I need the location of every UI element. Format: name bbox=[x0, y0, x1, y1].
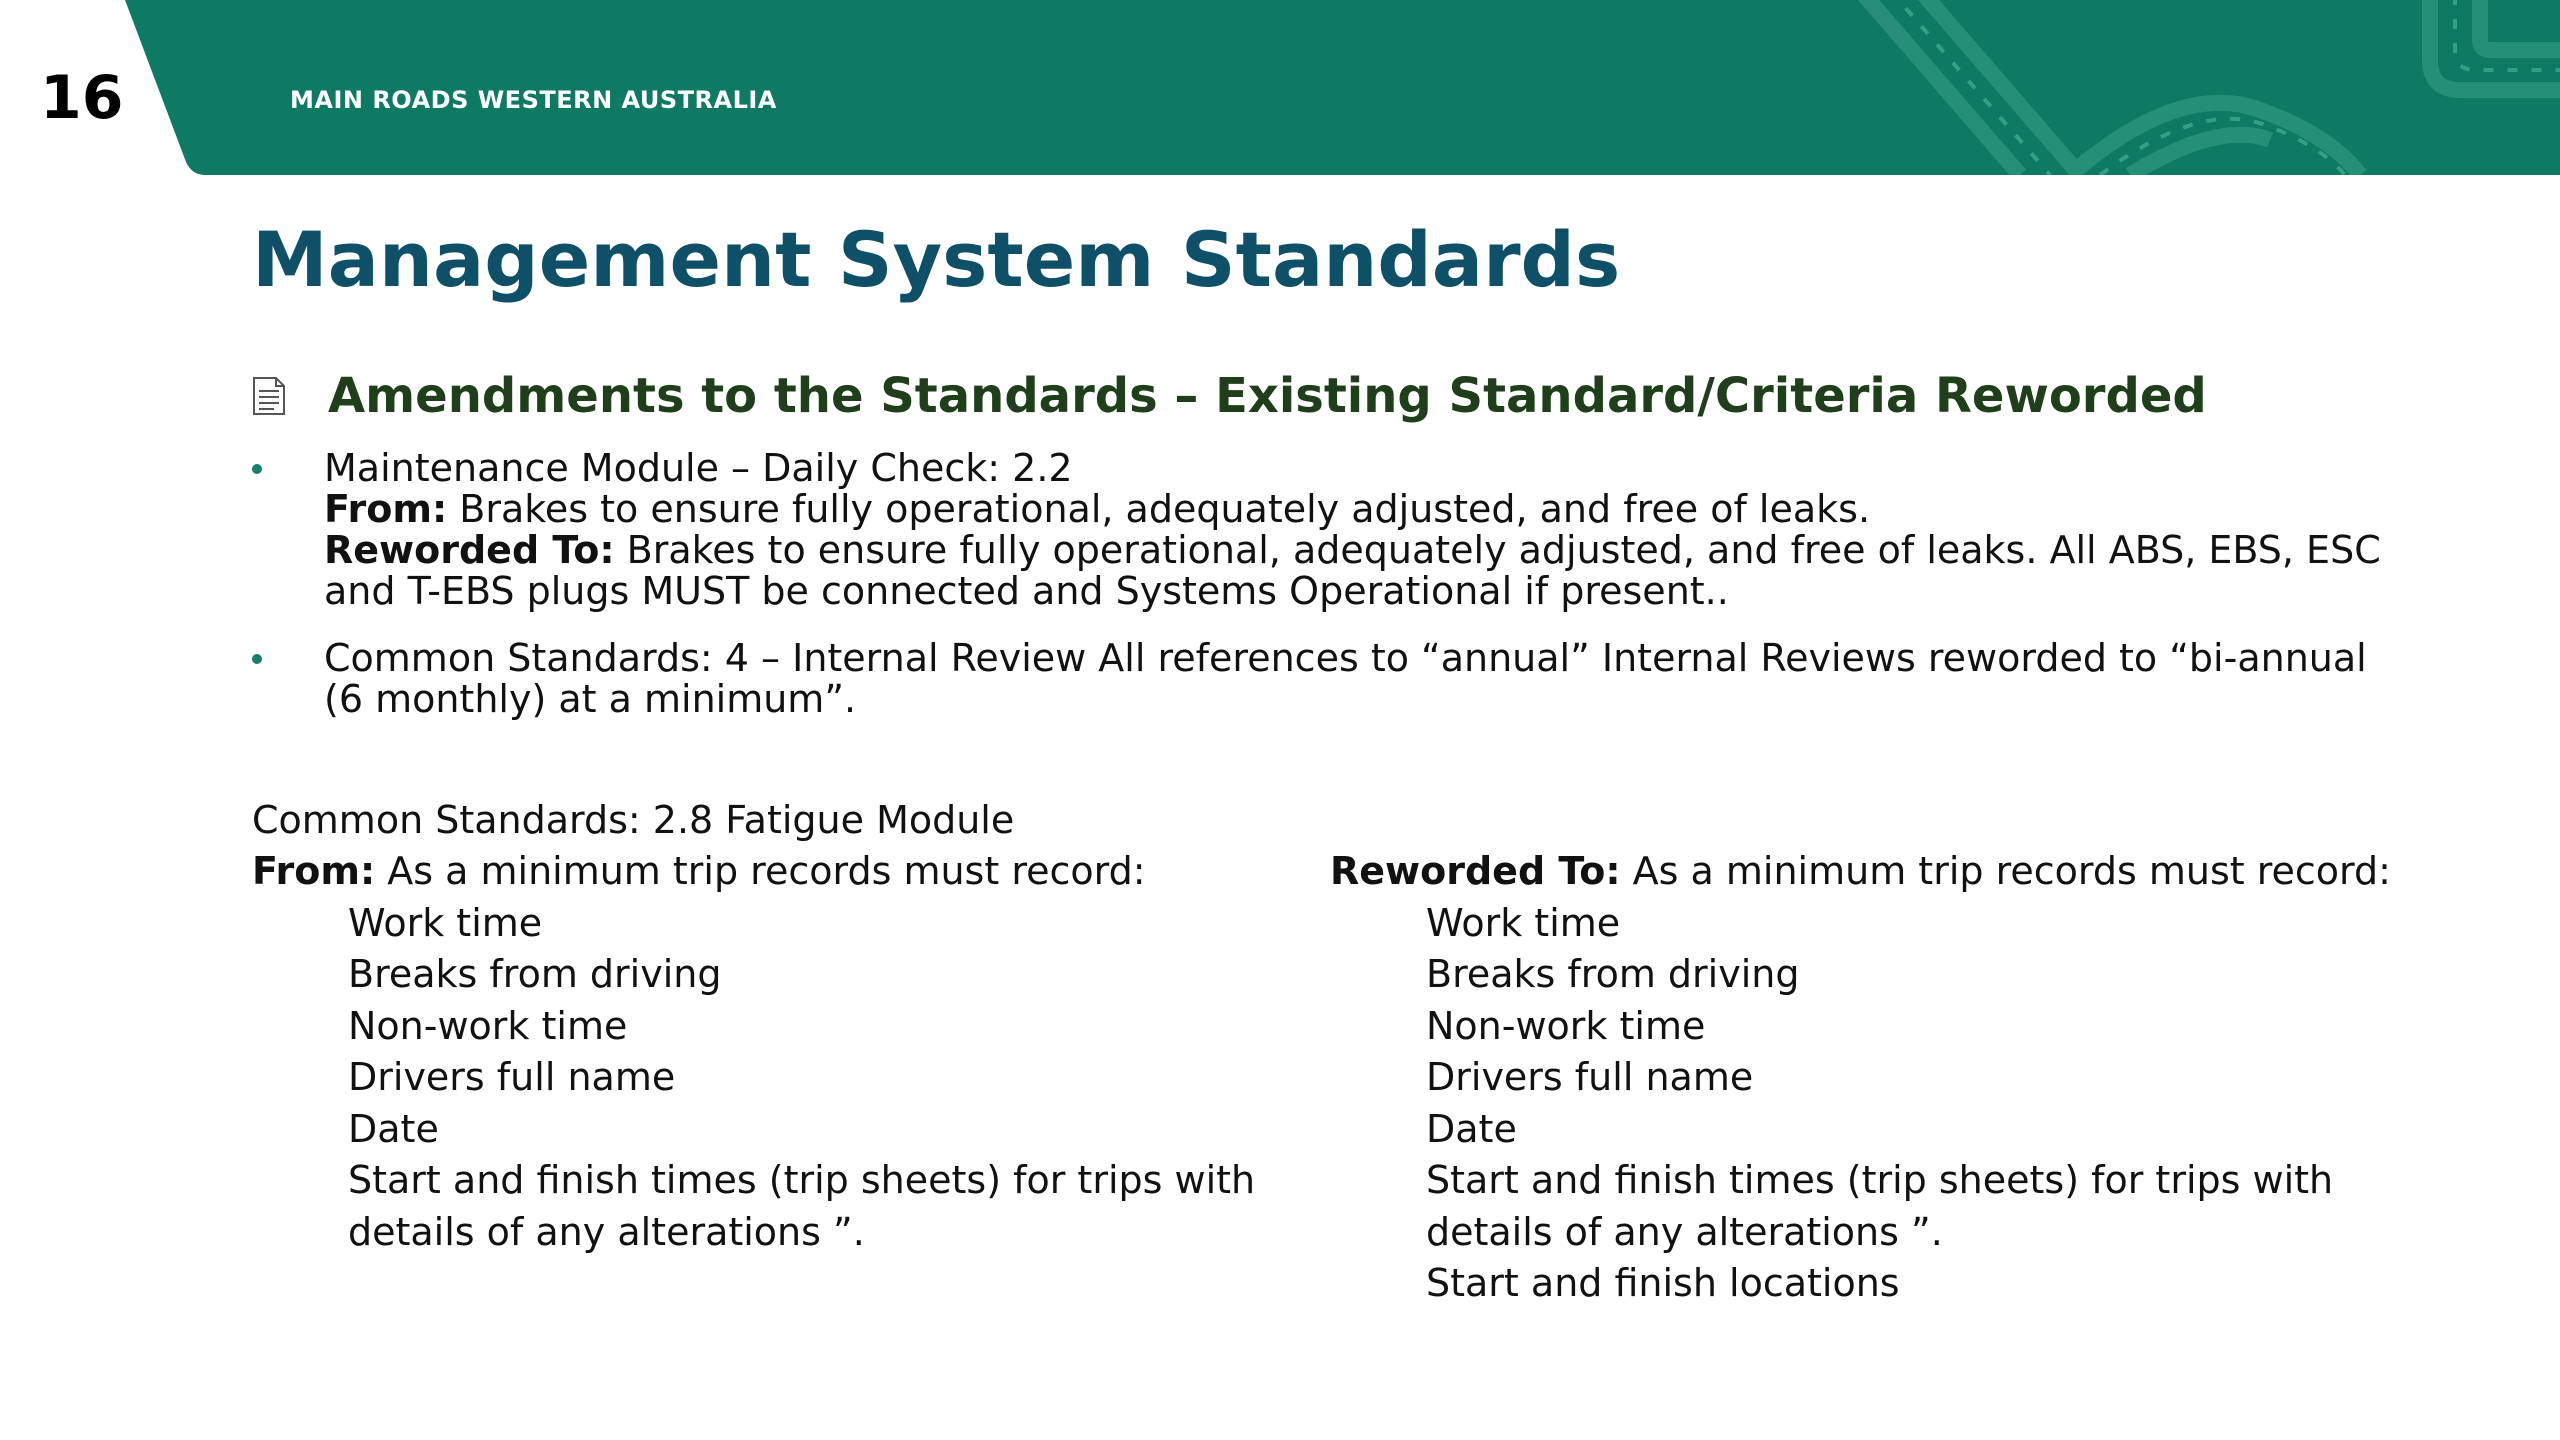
list-item: Breaks from driving bbox=[348, 952, 722, 996]
list-item: Start and finish times (trip sheets) for trips with bbox=[1426, 1158, 2334, 1202]
section-heading: Amendments to the Standards – Existing Standard/Criteria Reworded bbox=[328, 368, 2207, 424]
from-requirements-list bbox=[252, 898, 1255, 1259]
section-heading-row bbox=[252, 368, 2207, 424]
from-line bbox=[324, 489, 2352, 530]
from-text: Brakes to ensure fully operational, adequately adjusted, and free of leaks. bbox=[447, 487, 1871, 531]
list-item: Work time bbox=[1426, 900, 1621, 945]
list-item: Non-work time bbox=[348, 1003, 628, 1048]
reworded-column bbox=[1330, 846, 2391, 1310]
from-column bbox=[252, 846, 1255, 1258]
page-number: 16 bbox=[40, 63, 124, 133]
document-icon bbox=[252, 376, 286, 416]
page-title: Management System Standards bbox=[252, 215, 1621, 304]
list-item: Non-work time bbox=[1426, 1003, 1706, 1048]
list-item: Breaks from driving bbox=[1426, 952, 1800, 996]
amendment-text-continued: (6 monthly) at a minimum”. bbox=[324, 677, 857, 721]
bullet-dot-icon bbox=[252, 464, 262, 474]
amendment-item-internal-review bbox=[252, 636, 2367, 721]
from-column-text: As a minimum trip records must record: bbox=[375, 849, 1146, 893]
amendment-list-2 bbox=[252, 636, 2367, 721]
from-label: From: bbox=[324, 487, 448, 531]
list-item: Start and finish locations bbox=[1426, 1261, 1900, 1305]
list-item: Date bbox=[1426, 1106, 1517, 1151]
list-item: Drivers full name bbox=[348, 1055, 676, 1099]
list-item: details of any alterations ”. bbox=[1426, 1209, 1943, 1254]
amendment-heading: Maintenance Module – Daily Check: 2.2 bbox=[324, 446, 1073, 490]
list-item: details of any alterations ”. bbox=[348, 1209, 865, 1254]
list-item: Work time bbox=[348, 900, 543, 945]
list-item: Start and finish times (trip sheets) for trips with bbox=[348, 1158, 1256, 1202]
from-label: From: bbox=[252, 849, 376, 893]
bullet-dot-icon bbox=[252, 654, 262, 664]
reworded-column-text: As a minimum trip records must record: bbox=[1620, 849, 2391, 893]
reworded-requirements-list bbox=[1330, 898, 2391, 1310]
reworded-label: Reworded To: bbox=[1330, 849, 1621, 893]
reworded-text: Brakes to ensure fully operational, adequately adjusted, and free of leaks. All ABS, EBS, ESC bbox=[614, 528, 2381, 572]
amendment-list bbox=[252, 446, 2381, 613]
amendment-item-maintenance bbox=[252, 446, 2381, 613]
reworded-column-heading bbox=[1330, 846, 2391, 898]
reworded-label: Reworded To: bbox=[324, 528, 615, 572]
reworded-line bbox=[324, 528, 2381, 572]
from-column-heading bbox=[252, 846, 1255, 898]
amendment-text: Common Standards: 4 – Internal Review All references to “annual” Internal Reviews reworded to “bi-annual bbox=[324, 636, 2367, 680]
list-item: Drivers full name bbox=[1426, 1055, 1754, 1099]
reworded-text-continued: and T-EBS plugs MUST be connected and Systems Operational if present.. bbox=[324, 569, 1729, 613]
list-item: Date bbox=[348, 1106, 439, 1151]
fatigue-module-heading: Common Standards: 2.8 Fatigue Module bbox=[252, 798, 1015, 842]
organization-name: MAIN ROADS WESTERN AUSTRALIA bbox=[290, 86, 777, 114]
